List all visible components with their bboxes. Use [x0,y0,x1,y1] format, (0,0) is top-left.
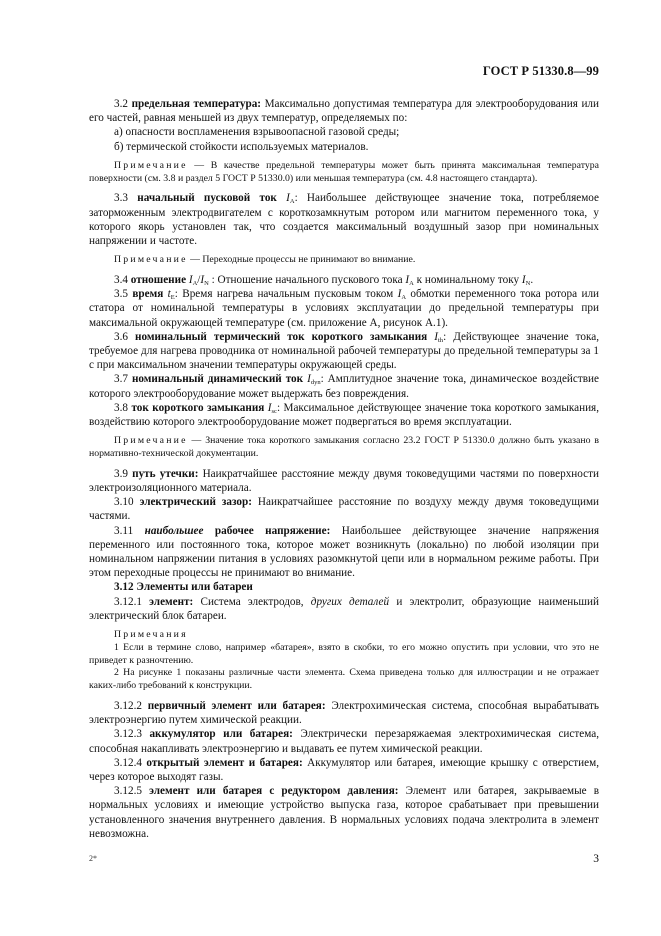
term: номинальный термический ток короткого замыкания [135,330,428,343]
term: электрический зазор: [139,496,252,509]
clause-3-2: 3.2 предельная температура: Максимально допустимая температура для электрооборудования или его частей, равная меньшей из двух температур, определяемых по: [89,98,600,125]
notes-label: Примечания [114,629,188,641]
note-3-2: Примечание — В качестве предельной температуры может быть принята максимальная температура поверхности (см. 3.8 и раздел 5 ГОСТ Р 51330.0) или меньшая температура (см. 4.8 настоящего стандарта). [89,159,599,184]
list-item-b: б) термической стойкости используемых материалов. [114,140,369,153]
term-italic: наибольшее [144,524,204,537]
term: элемент: [149,595,194,608]
standard-code-header: ГОСТ Р 51330.8—99 [482,64,599,78]
term: открытый элемент и батарея: [146,756,303,769]
term: элемент или батарея с редуктором давления: [149,785,399,798]
clause-3-10: 3.10 электрический зазор: Наикратчайшее расстояние по воздуху между двумя токоведущими частями. [89,496,600,523]
note-2: 2 На рисунке 1 показаны различные части элемента. Схема приведена только для иллюстрации и не отражает каких-либо требований к конструкции. [89,667,599,692]
clause-3-6: 3.6 номинальный термический ток короткого замыкания $I_{th}$: Действующее значение тока, требуемое для нагрева проводника от номинальной рабочей температуры до предельной температуры за 1 с при максимальном значении температуры окружающей среды. [89,330,600,372]
note-3-3: Примечание — Переходные процессы не принимают во внимание. [114,254,416,266]
term: рабочее напряжение: [203,524,331,537]
page-number: 3 [593,853,599,865]
term: отношение [130,274,187,287]
note-1: 1 Если в термине слово, например «батарея», взято в скобки, то его можно опустить при условии, что это не приведет к разночтению. [89,641,599,666]
clause-3-12-3: 3.12.3 аккумулятор или батарея: Электрически перезаряжаемая электрохимическая система, способная накапливать электроэнергию и выдавать ее путем химической реакции. [89,728,599,755]
note-label: Примечание [114,159,188,171]
list-item-a: а) опасности воспламенения взрывоопасной газовой среды; [114,126,400,139]
clause-3-12-2: 3.12.2 первичный элемент или батарея: Электрохимическая система, способная вырабатывать электроэнергию путем химической реакции. [89,700,600,727]
note-3-8: Примечание — Значение тока короткого замыкания согласно 23.2 ГОСТ Р 51330.0 должно быть указано в нормативно-технической документации. [89,435,599,460]
clause-3-12-4: 3.12.4 открытый элемент и батарея: Аккумулятор или батарея, имеющие крышку с отверстием, через которое выходят газы. [89,756,599,784]
clause-3-11: 3.11 наибольшее рабочее напряжение: Наибольшее действующее значение напряжения переменного или постоянного тока, которое может возникнуть (локально) по любой изоляции при номинальном напряжении питания в условиях разомкнутой цепи или в нормальном режиме работы. При этом переходные процессы не принимают во внимание. [89,524,600,580]
term: предельная температура: [131,98,262,110]
clause-3-12-5: 3.12.5 элемент или батарея с редуктором давления: Элемент или батарея, закрываемые в нормальных условиях и имеющие устройство выпуска газа, которое срабатывает при превышении установленного значения внутреннего давления. В нормальных условиях подача электролита в элемент невозможна. [89,785,599,840]
term: первичный элемент или батарея: [147,700,326,713]
term: время [132,288,164,301]
clause-3-8: 3.8 ток короткого замыкания $I_{sc}$: Максимальное действующее значение тока короткого замыкания, воздействию которого электрооборудование может подвергаться во время эксплуатации. [89,401,599,429]
clause-3-5: 3.5 время $t_E$: Время нагрева начальным пусковым током $I_A$ обмотки переменного тока ротора или статора от номинальной температуры в условиях эксплуатации до предельной температуры при максимальной окружающей температуре (см. приложение А, рисунок А.1). [89,288,600,329]
document-body [89,97,599,841]
term: ток короткого замыкания [131,401,265,414]
term: номинальный динамический ток [131,373,304,386]
term: путь утечки: [132,467,199,480]
term: аккумулятор или батарея: [149,728,293,741]
clause-3-3: 3.3 начальный пусковой ток $I_A$: Наибольшее действующее значение тока, потребляемое заторможенным электродвигателем с короткозамкнутым ротором или магнитом переменного тока, у которого якорь установлен так, что создается максимальный воздушный зазор при номинальных напряжении и частоте. [89,192,600,248]
clause-3-9: 3.9 путь утечки: Наикратчайшее расстояние между двумя токоведущими частями по поверхности электроизоляционного материала. [89,467,599,495]
clause-3-4: 3.4 отношение $I_A/I_N$ : Отношение начального пускового тока $I_A$ к номинальному току $I_N$. [114,274,534,288]
signature-mark: 2* [89,854,97,863]
term: начальный пусковой ток [137,192,277,205]
section-heading-3-12: 3.12 Элементы или батареи [114,581,253,594]
note-label: Примечание [114,254,188,266]
clause-3-12-1: 3.12.1 элемент: Система электродов, других деталей и электролит, образующие наименьший электрический блок батареи. [89,595,599,622]
clause-3-7: 3.7 номинальный динамический ток $I_{dyn}$: Амплитудное значение тока, динамическое воздействие которого электрооборудование может выдержать без повреждения. [89,373,599,400]
note-label: Примечание [114,435,188,447]
